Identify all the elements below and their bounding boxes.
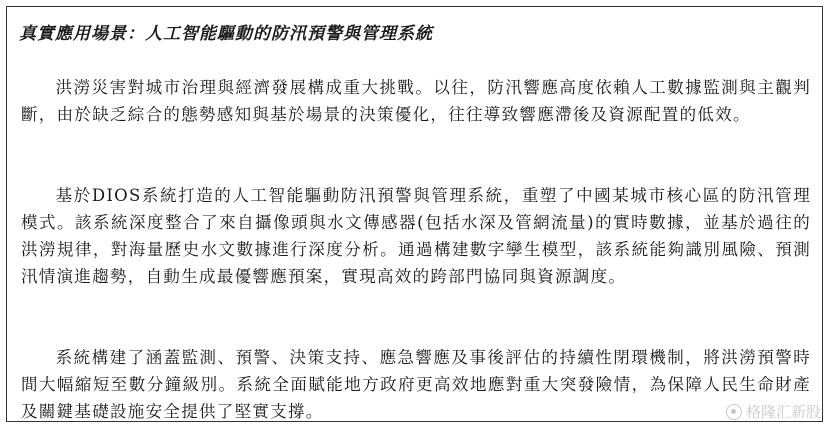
document-panel [6, 6, 823, 422]
watermark-text: 格隆汇新股 [745, 403, 821, 421]
paragraph-2: 基於DIOS系統打造的人工智能驅動防汛預警與管理系統，重塑了中國某城市核心區的防汛管理模式。該系統深度整合了來自攝像頭與水文傳感器(包括水深及管網流量)的實時數據，並基於過往的洪澇規律，對海量歷史水文數據進行深度分析。通過構建數字孿生模型，該系統能夠識別風險、預測汛情演進趨勢，自動生成最優響應預案，實現高效的跨部門協同與資源調度。 [21, 186, 811, 286]
paragraph-1: 洪澇災害對城市治理與經濟發展構成重大挑戰。以往，防汛響應高度依賴人工數據監測與主觀判斷，由於缺乏綜合的態勢感知與基於場景的決策優化，往往導致響應滯後及資源配置的低效。 [21, 78, 811, 124]
section-title: 真實應用場景：人工智能驅動的防汛預警與管理系統 [19, 24, 433, 44]
watermark [726, 401, 821, 422]
watermark-logo-icon [726, 404, 742, 420]
paragraph-3: 系統構建了涵蓋監測、預警、決策支持、應急響應及事後評估的持續性閉環機制，將洪澇預警時間大幅縮短至數分鐘級別。系統全面賦能地方政府更高效地應對重大突發險情，為保障人民生命財產及關鍵基礎設施安全提供了堅實支撐。 [21, 348, 811, 421]
